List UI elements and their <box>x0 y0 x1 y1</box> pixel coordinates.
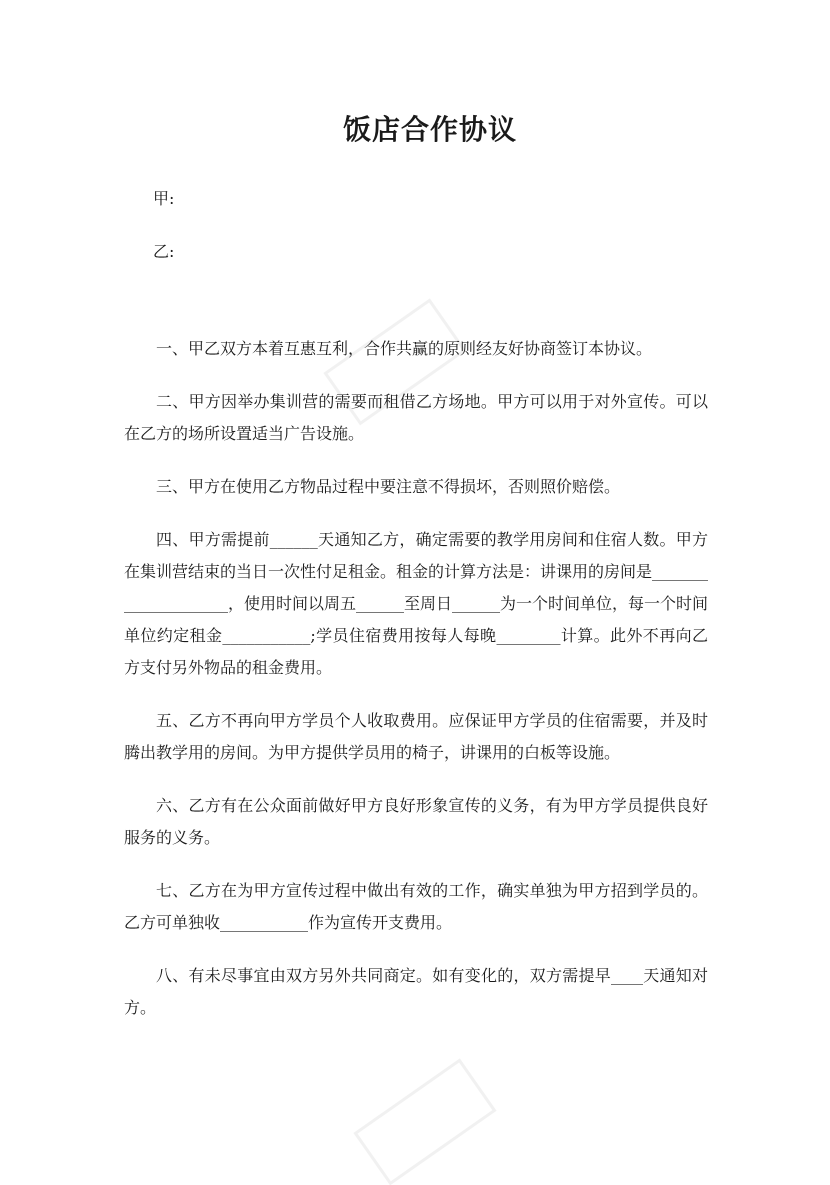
clause-1: 一、甲乙双方本着互惠互利，合作共赢的原则经友好协商签订本协议。 <box>156 339 653 358</box>
clause-7: 七、乙方在为甲方宣传过程中做出有效的工作，确实单独为甲方招到学员的。乙方可单独收___________作为宣传开支费用。 <box>124 881 708 932</box>
clause-8: 八、有未尽事宜由双方另外共同商定。如有变化的，双方需提早____天通知对方。 <box>124 966 708 1017</box>
agreement-body <box>124 333 708 1045</box>
party-b-label: 乙: <box>153 242 175 261</box>
clause-5: 五、乙方不再向甲方学员个人收取费用。应保证甲方学员的住宿需要，并及时腾出教学用的房间。为甲方提供学员用的椅子，讲课用的白板等设施。 <box>124 711 708 762</box>
watermark <box>353 1059 496 1185</box>
document-title: 饭店合作协议 <box>342 113 517 146</box>
clause-4: 四、甲方需提前______天通知乙方，确定需要的教学用房间和住宿人数。甲方在集训营结束的当日一次性付足租金。租金的计算方法是：讲课用的房间是____________________，使用时间以周五______至周日______为一个时间单位，每一个时间单位约定租金___________;学员住宿费用按每人每晚________计算。此外不再向乙方支付另外物品的租金费用。 <box>124 530 709 677</box>
clause-3: 三、甲方在使用乙方物品过程中要注意不得损坏，否则照价赔偿。 <box>156 477 621 496</box>
party-a-label: 甲: <box>153 189 175 208</box>
clause-6: 六、乙方有在公众面前做好甲方良好形象宣传的义务，有为甲方学员提供良好服务的义务。 <box>124 796 708 847</box>
clause-2: 二、甲方因举办集训营的需要而租借乙方场地。甲方可以用于对外宣传。可以在乙方的场所设置适当广告设施。 <box>124 392 708 443</box>
